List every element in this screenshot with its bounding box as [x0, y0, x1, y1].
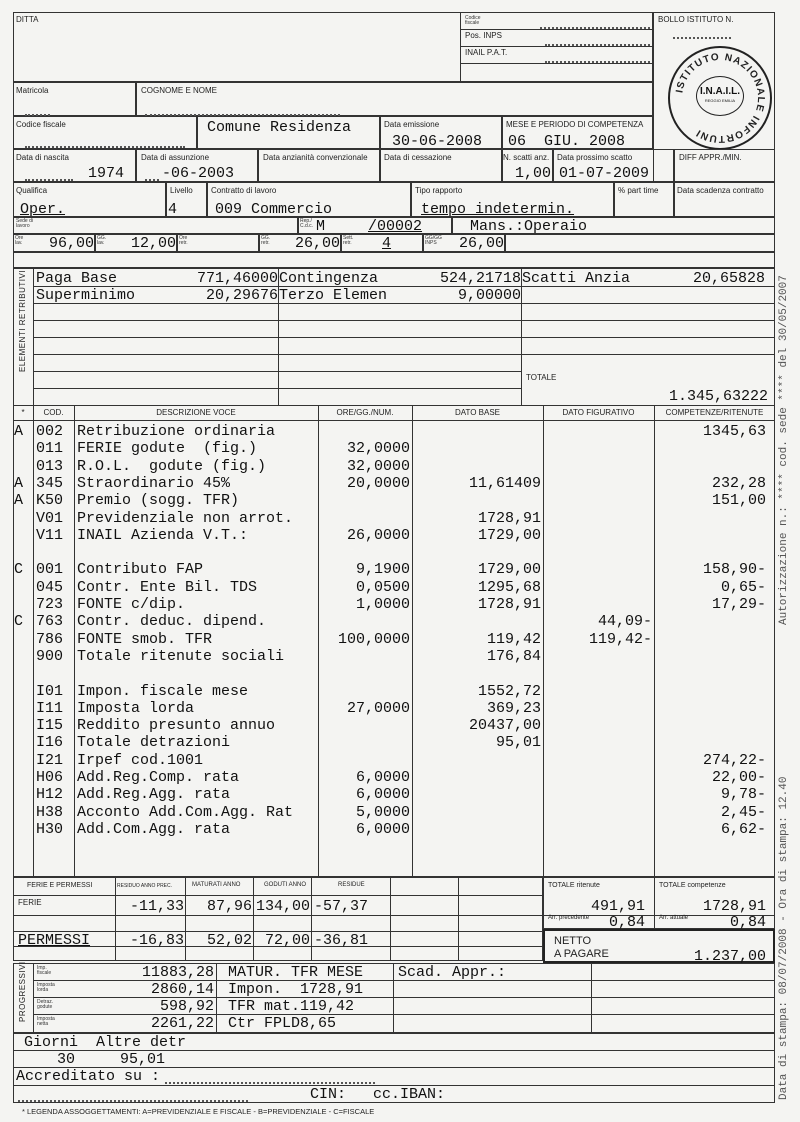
- voce-cod: I16: [36, 734, 64, 752]
- voce-descrizione: FONTE smob. TFR: [77, 630, 213, 648]
- voce-dato-figurativo: 44,09-: [597, 613, 652, 631]
- progressivo-label-line1: Detraz.: [37, 999, 54, 1005]
- voce-competenze: 22,00-: [711, 769, 766, 786]
- progressivo-label: [37, 966, 51, 976]
- progressivo-label: [37, 983, 55, 993]
- voce-ore: 27,0000: [346, 699, 410, 717]
- divider: [393, 963, 394, 1033]
- elementi-section-label: ELEMENTI RETRIBUTIVI: [18, 269, 27, 372]
- data-emissione: 30-06-2008: [392, 133, 483, 150]
- diff-appr-label: DIFF APPR./MIN.: [679, 153, 742, 162]
- elemento-name: Paga Base: [36, 270, 118, 287]
- elemento-value: 771,46000: [196, 270, 278, 287]
- tfr-text: TFR mat.119,42: [228, 998, 355, 1015]
- voce-descrizione: Contr. Ente Bil. TDS: [77, 578, 258, 596]
- voce-cod: 786: [36, 630, 64, 648]
- voce-descrizione: Straordinario 45%: [77, 474, 231, 492]
- divider: [311, 877, 312, 961]
- ferie-residue: -57,37: [314, 898, 369, 915]
- cin-iban: CIN: cc.IBAN:: [310, 1086, 446, 1103]
- netto-label-2: A PAGARE: [554, 948, 609, 960]
- livello: 4: [168, 201, 178, 218]
- data-stampa-text: Data di stampa: 08/07/2008 - Ora di stampa: 12.40: [778, 776, 790, 1100]
- arr-precedente-label: Arr. precedente: [548, 915, 590, 921]
- voce-cod: H38: [36, 803, 64, 821]
- arr-precedente: 0,84: [608, 914, 645, 931]
- divider: [13, 915, 543, 916]
- voce-ore: 100,0000: [337, 630, 410, 648]
- voce-ore: 20,0000: [346, 474, 410, 492]
- totale-competenze-label: TOTALE competenze: [659, 882, 726, 889]
- rep-label: Rep./ C.d.c.: [300, 218, 314, 229]
- voce-ore: 0,0500: [355, 578, 410, 596]
- voce-ore: 6,0000: [355, 769, 410, 786]
- voce-descrizione: Previdenziale non arrot.: [77, 509, 294, 527]
- elemento-value: 20,65828: [692, 270, 765, 287]
- data-anzianita-label: Data anzianità convenzionale: [263, 153, 368, 162]
- voce-competenze: 0,65-: [720, 578, 766, 596]
- ferie-maturati: 87,96: [206, 898, 252, 915]
- voce-flag: C: [14, 561, 24, 579]
- voce-cod: H06: [36, 769, 64, 786]
- voce-cod: 345: [36, 474, 64, 492]
- divider: [33, 388, 522, 389]
- voce-descrizione: FONTE c/dip.: [77, 596, 186, 613]
- sede-box: [13, 217, 298, 234]
- permessi-goduti: 72,00: [264, 932, 310, 949]
- data-cessazione-label: Data di cessazione: [384, 153, 452, 162]
- permessi-maturati: 52,02: [206, 932, 252, 949]
- scad-appr: Scad. Appr.:: [398, 964, 507, 981]
- voce-competenze: 158,90-: [702, 561, 766, 579]
- ore-lav-label: Ore lav.: [15, 235, 24, 246]
- rep-code: /00002: [368, 218, 423, 235]
- voce-flag: A: [14, 423, 24, 440]
- voce-descrizione: Premio (sogg. TFR): [77, 492, 240, 510]
- totale-value: 1.345,63222: [668, 388, 768, 405]
- redacted-value: [165, 1082, 375, 1084]
- contratto-label: Contratto di lavoro: [211, 186, 277, 195]
- voce-dato-figurativo: 119,42-: [588, 630, 652, 648]
- codice-fiscale-ditta-label: Codice fiscale: [465, 15, 481, 26]
- autorizzazione-text: Autorizzazione n.: **** cod. sede **** del 30/05/2007: [778, 275, 790, 625]
- voce-descrizione: FERIE godute (fig.): [77, 440, 258, 458]
- voce-descrizione: Imposta lorda: [77, 699, 195, 717]
- netto-label-1: NETTO: [554, 935, 592, 947]
- divider: [654, 877, 655, 929]
- legenda: * LEGENDA ASSOGGETTAMENTI: A=PREVIDENZIALE E FISCALE - B=PREVIDENZIALE - C=FISCALE: [22, 1107, 375, 1116]
- prossimo-scatto: 01-07-2009: [559, 165, 650, 182]
- progressivi-section-label: PROGRESSIVI: [18, 961, 27, 1022]
- voce-ore: 6,0000: [355, 820, 410, 838]
- data-emissione-label: Data emissione: [384, 120, 440, 129]
- voce-cod: H30: [36, 820, 64, 838]
- scatti: 1,00: [514, 165, 551, 182]
- matricola-label: Matricola: [16, 86, 49, 95]
- voce-cod: I21: [36, 751, 64, 769]
- voce-flag: A: [14, 492, 24, 510]
- ditta-label: DITTA: [16, 15, 39, 24]
- voce-descrizione: Add.Reg.Agg. rata: [77, 786, 231, 804]
- voce-descrizione: Add.Com.Agg. rata: [77, 820, 231, 838]
- inail-pat-label: INAIL P.A.T.: [465, 48, 508, 57]
- arr-attuale: 0,84: [729, 914, 766, 931]
- ferie-header-label: FERIE E PERMESSI: [27, 882, 93, 889]
- ditta-box: [13, 12, 461, 82]
- voce-dato-base: 11,61409: [468, 474, 541, 492]
- elemento-name: Terzo Elemen: [279, 287, 388, 304]
- elemento-value: 524,21718: [439, 270, 521, 287]
- gg-lav-label: GG. lav.: [97, 235, 107, 246]
- netto-a-pagare: 1.237,00: [693, 948, 766, 965]
- redacted-value: [673, 37, 731, 39]
- ore-lav: 96,00: [48, 235, 94, 252]
- progressivo-value: 2860,14: [150, 981, 214, 998]
- livello-label: Livello: [170, 186, 193, 195]
- ferie-goduti: 134,00: [255, 898, 310, 915]
- voce-dato-base: 1729,00: [477, 561, 541, 579]
- progressivo-label: [37, 1017, 55, 1027]
- voce-dato-base: 1728,91: [477, 509, 541, 527]
- progressivo-label-line1: Imposta: [37, 1016, 55, 1022]
- inail-stamp: [668, 46, 772, 150]
- permessi-residue: -36,81: [314, 932, 369, 949]
- qualifica: Oper.: [20, 201, 66, 218]
- totale-ritenute: 491,91: [590, 898, 645, 915]
- codice-fiscale-label: Codice fiscale: [16, 120, 66, 129]
- sede-label: Sede di lavoro: [16, 218, 33, 229]
- divider: [460, 63, 653, 64]
- ferie-header-goduti: GODUTI ANNO: [264, 882, 307, 888]
- voce-cod: I11: [36, 699, 64, 717]
- divider: [13, 895, 543, 896]
- divider: [33, 405, 34, 877]
- ferie-header-residue: RESIDUE: [338, 882, 365, 888]
- voce-ore: 32,0000: [346, 440, 410, 458]
- voce-competenze: 9,78-: [720, 786, 766, 804]
- periodo-label: MESE E PERIODO DI COMPETENZA: [506, 120, 644, 129]
- divider: [33, 354, 775, 355]
- voce-competenze: 151,00: [711, 492, 766, 510]
- voce-descrizione: Reddito presunto annuo: [77, 717, 276, 735]
- arr-attuale-label: Arr. attuale: [659, 915, 689, 921]
- voce-cod: 002: [36, 423, 64, 440]
- progressivo-label-line2: godute: [37, 1004, 53, 1010]
- permessi-residuo: -16,83: [129, 932, 184, 949]
- voce-flag: C: [14, 613, 24, 631]
- redacted-value: [545, 61, 650, 63]
- stamp-center: [696, 76, 744, 116]
- voce-cod: 763: [36, 613, 64, 631]
- voce-ore: 26,0000: [346, 526, 410, 544]
- progressivo-value: 598,92: [159, 998, 214, 1015]
- voce-descrizione: Totale ritenute sociali: [77, 647, 285, 665]
- part-time-label: % part time: [618, 186, 659, 195]
- voce-descrizione: Irpef cod.1001: [77, 751, 204, 769]
- progressivo-value: 11883,28: [141, 964, 214, 981]
- ggdetr-label: GG/GG INPS: [425, 235, 442, 246]
- ferie-residuo: -11,33: [129, 898, 184, 915]
- progressivo-label-line1: Imp.: [37, 965, 47, 971]
- divider: [591, 963, 592, 1033]
- voce-descrizione: Totale detrazioni: [77, 734, 231, 752]
- voce-descrizione: R.O.L. godute (fig.): [77, 457, 267, 475]
- voce-competenze: 232,28: [711, 474, 766, 492]
- totale-ritenute-label: TOTALE ritenute: [548, 882, 600, 889]
- stamp-outer-text: ISTITUTO NAZIONALE INFORTUNI: [674, 51, 767, 145]
- spacer-row: [13, 252, 775, 268]
- divider: [216, 963, 217, 1033]
- col-header-cod: COD.: [43, 408, 64, 417]
- permessi-label: PERMESSI: [18, 932, 91, 949]
- voce-cod: 011: [36, 440, 64, 458]
- elemento-name: Superminimo: [36, 287, 136, 304]
- totale-label: TOTALE: [526, 373, 557, 382]
- tfr-text: Impon. 1728,91: [228, 981, 364, 998]
- scadenza-label: Data scadenza contratto: [677, 186, 764, 195]
- voce-competenze: 6,62-: [720, 820, 766, 838]
- mansione: Mans.:Operaio: [470, 218, 588, 235]
- gg-retr: 26,00: [294, 235, 340, 252]
- voce-dato-base: 1552,72: [477, 682, 541, 700]
- voce-dato-base: 95,01: [495, 734, 541, 752]
- redacted-value: [25, 179, 73, 181]
- tipo-rapporto-label: Tipo rapporto: [415, 186, 463, 195]
- redacted-value: [145, 179, 159, 181]
- totale-competenze: 1728,91: [702, 898, 766, 915]
- divider: [33, 371, 522, 372]
- progressivo-label: [37, 1000, 53, 1010]
- cognome-nome-label: COGNOME E NOME: [141, 86, 218, 95]
- stamp-inner-text: I.N.A.I.L.: [700, 86, 740, 97]
- comune-residenza: Comune Residenza: [207, 119, 352, 136]
- voce-competenze: 1345,63: [702, 423, 766, 440]
- voce-cod: 045: [36, 578, 64, 596]
- ferie-label: FERIE: [18, 898, 42, 907]
- divider: [33, 963, 34, 1033]
- voce-cod: V01: [36, 509, 64, 527]
- voce-dato-base: 20437,00: [468, 717, 541, 735]
- data-assunzione-label: Data di assunzione: [141, 153, 210, 162]
- voce-cod: H12: [36, 786, 64, 804]
- voce-descrizione: Contr. deduc. dipend.: [77, 613, 267, 631]
- data-nascita: 1974: [88, 165, 125, 182]
- divider: [33, 320, 775, 321]
- redacted-value: [540, 27, 650, 29]
- gg-lav: 12,00: [130, 235, 176, 252]
- voce-ore: 32,0000: [346, 457, 410, 475]
- empty-box: [505, 234, 775, 252]
- prossimo-scatto-label: Data prossimo scatto: [557, 153, 633, 162]
- tipo-rapporto: tempo indetermin.: [421, 201, 575, 218]
- progressivo-label-line2: fiscale: [37, 970, 52, 976]
- contratto: 009 Commercio: [215, 201, 333, 218]
- rep: M: [316, 218, 326, 235]
- periodo: 06 GIU. 2008: [508, 133, 626, 150]
- tfr-text: Ctr FPLD8,65: [228, 1015, 337, 1032]
- scatti-label: N. scatti anz.: [503, 153, 550, 162]
- accreditato-label: Accreditato su :: [16, 1068, 161, 1085]
- voce-ore: 6,0000: [355, 786, 410, 804]
- elemento-name: Contingenza: [279, 270, 379, 287]
- sett-label: Sett. retr.: [343, 235, 354, 246]
- qualifica-label: Qualifica: [16, 186, 48, 195]
- col-header-ore: ORE/GG./NUM.: [336, 408, 394, 417]
- ferie-header-maturati: MATURATI ANNO: [192, 882, 241, 888]
- voce-competenze: 274,22-: [702, 751, 766, 769]
- voce-ore: 1,0000: [355, 596, 410, 613]
- col-header-flag: *: [21, 408, 25, 417]
- progressivo-value: 2261,22: [150, 1015, 214, 1032]
- voce-cod: 013: [36, 457, 64, 475]
- voce-cod: 900: [36, 647, 64, 665]
- divider: [460, 46, 653, 47]
- stamp-sub-text: REGGIO EMILIA: [704, 98, 736, 103]
- voce-cod: 723: [36, 596, 64, 613]
- gg-retr-label: GG. retr.: [261, 235, 271, 246]
- divider: [390, 877, 391, 961]
- tfr-text: MATUR. TFR MESE: [228, 964, 364, 981]
- voce-descrizione: Retribuzione ordinaria: [77, 423, 276, 440]
- pos-inps-label: Pos. INPS: [465, 31, 502, 40]
- voce-descrizione: Contributo FAP: [77, 561, 204, 579]
- voce-ore: 5,0000: [355, 803, 410, 821]
- voce-dato-base: 369,23: [486, 699, 541, 717]
- progressivo-label-line2: lorda: [37, 987, 49, 993]
- giorni-values: 30 95,01: [30, 1051, 166, 1068]
- redacted-value: [25, 146, 185, 148]
- ore-retr-label: Ore retr.: [179, 235, 188, 246]
- voce-dato-base: 1295,68: [477, 578, 541, 596]
- voce-dato-base: 119,42: [486, 630, 541, 648]
- data-assunzione: -06-2003: [162, 165, 235, 182]
- voce-dato-base: 1728,91: [477, 596, 541, 613]
- voce-cod: I15: [36, 717, 64, 735]
- voce-descrizione: Acconto Add.Com.Agg. Rat: [77, 803, 294, 821]
- divider: [458, 877, 459, 961]
- voce-ore: 9,1900: [355, 561, 410, 579]
- bollo-label: BOLLO ISTITUTO N.: [658, 15, 734, 24]
- redacted-value: [18, 1100, 248, 1102]
- voce-competenze: 2,45-: [720, 803, 766, 821]
- ferie-header-residuo: RESIDUO ANNO PREC.: [117, 883, 173, 889]
- voce-competenze: 17,29-: [711, 596, 766, 613]
- divider: [33, 337, 775, 338]
- sett: 4: [382, 235, 392, 252]
- voce-cod: V11: [36, 526, 64, 544]
- col-header-dato-figurativo: DATO FIGURATIVO: [562, 408, 635, 417]
- voce-dato-base: 176,84: [486, 647, 541, 665]
- voce-descrizione: Add.Reg.Comp. rata: [77, 769, 240, 786]
- elemento-value: 20,29676: [205, 287, 278, 304]
- voce-descrizione: INAIL Azienda V.T.:: [77, 526, 249, 544]
- progressivo-label-line1: Imposta: [37, 982, 55, 988]
- voce-dato-base: 1729,00: [477, 526, 541, 544]
- ggdetr: 26,00: [458, 235, 504, 252]
- redacted-value: [545, 44, 650, 46]
- col-header-descrizione: DESCRIZIONE VOCE: [156, 408, 236, 417]
- data-nascita-label: Data di nascita: [16, 153, 69, 162]
- voce-cod: I01: [36, 682, 64, 700]
- voce-cod: K50: [36, 492, 64, 510]
- elemento-value: 9,00000: [457, 287, 521, 304]
- voce-descrizione: Impon. fiscale mese: [77, 682, 249, 700]
- col-header-dato-base: DATO BASE: [454, 408, 501, 417]
- elemento-name: Scatti Anzia: [522, 270, 631, 287]
- progressivo-label-line2: netta: [37, 1021, 49, 1027]
- col-header-competenze: COMPETENZE/RITENUTE: [665, 408, 764, 417]
- divider: [13, 420, 775, 421]
- voce-flag: A: [14, 474, 24, 492]
- giorni-header: Giorni Altre detr: [24, 1034, 187, 1051]
- divider: [460, 29, 653, 30]
- voce-cod: 001: [36, 561, 64, 579]
